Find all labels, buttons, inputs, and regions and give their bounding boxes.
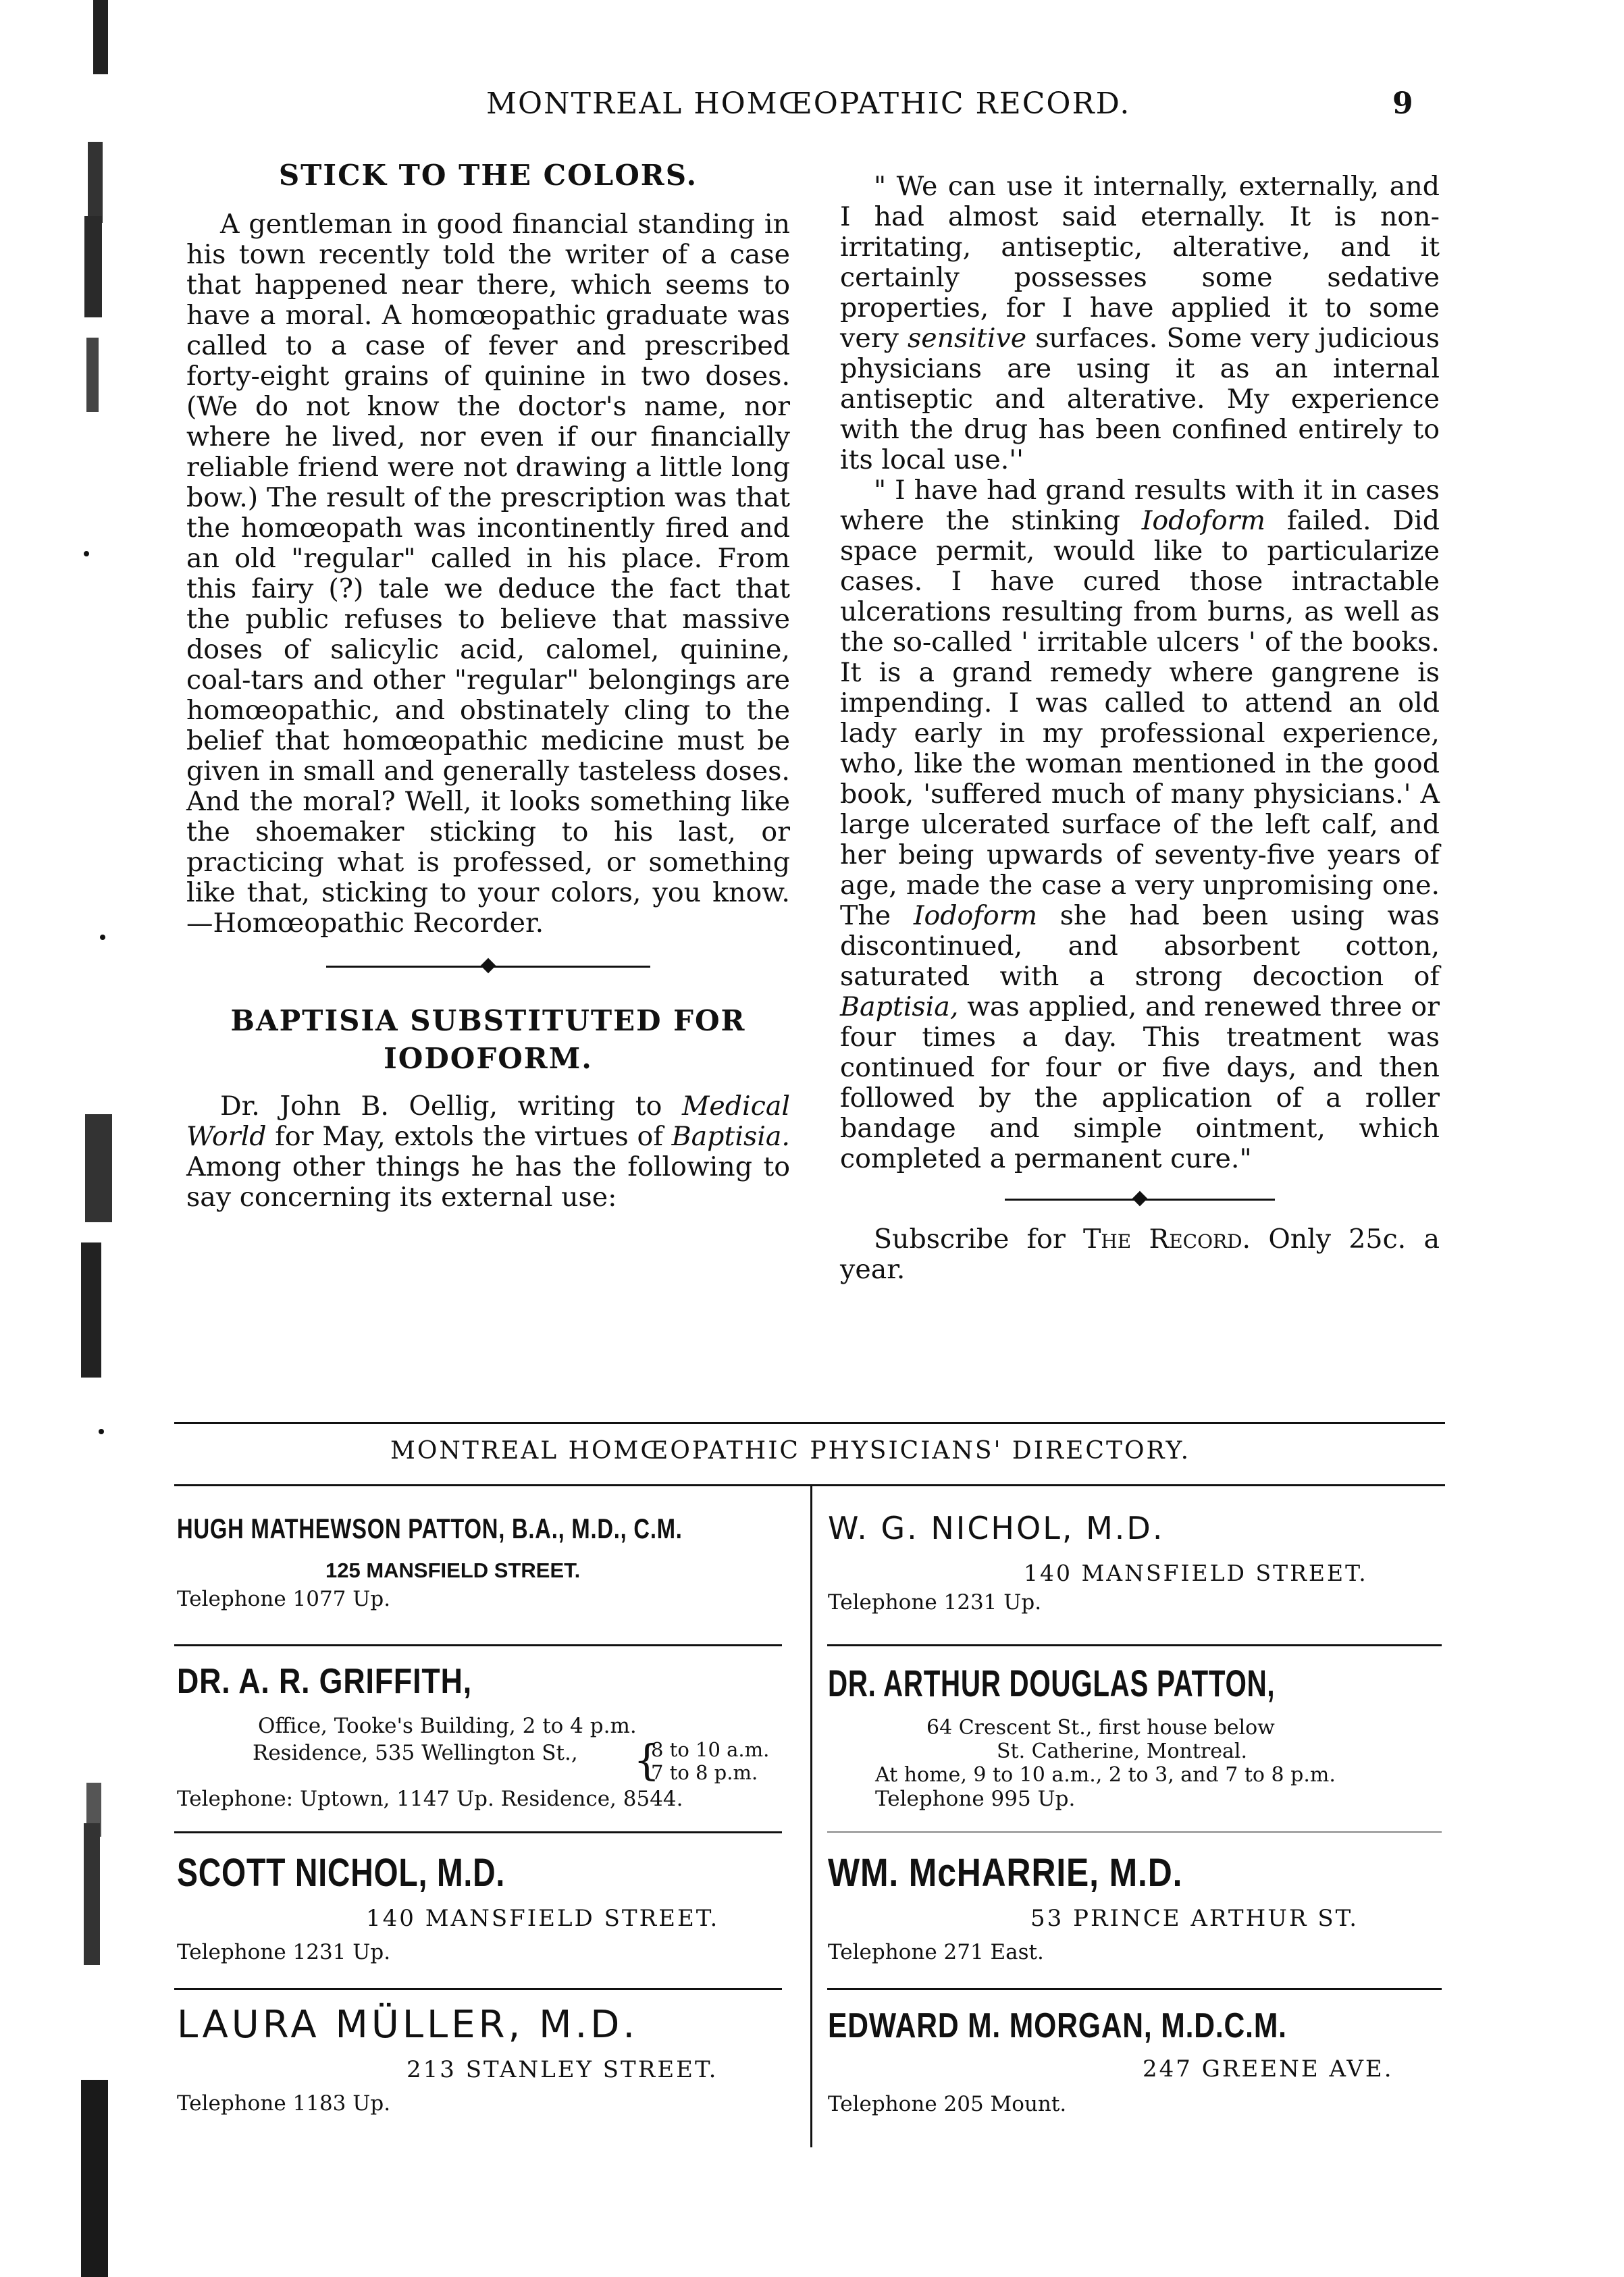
text-run: Subscribe for <box>874 1224 1084 1255</box>
physician-address: 213 STANLEY STREET. <box>407 2056 718 2083</box>
text-run: Only 25c. a year. <box>840 1224 1440 1285</box>
directory-card <box>828 1510 1429 1615</box>
directory-card <box>177 2003 778 2116</box>
directory-heading: MONTREAL HOMŒOPATHIC PHYSICIANS' DIRECTORY. <box>390 1437 1191 1465</box>
quote-paragraph-2 <box>840 475 1440 1174</box>
physician-telephone: Telephone 271 East. <box>828 1940 1044 1964</box>
directory-card <box>828 1850 1429 1964</box>
directory-card <box>177 1513 778 1611</box>
directory-card <box>828 2006 1429 2116</box>
physician-name: WM. McHARRIE, M.D. <box>828 1851 1183 1895</box>
running-header-title: MONTREAL HOMŒOPATHIC RECORD. <box>486 86 1131 121</box>
residence-hours-evening: 7 to 8 p.m. <box>651 1761 758 1784</box>
physician-name: LAURA MÜLLER, M.D. <box>177 2003 639 2047</box>
article-paragraph-intro <box>186 1091 790 1213</box>
subscribe-notice <box>840 1224 1440 1285</box>
physician-address: 140 MANSFIELD STREET. <box>1024 1560 1368 1586</box>
physician-residence: Residence, 535 Wellington St., <box>253 1741 578 1765</box>
journal-name: Medical World <box>186 1091 790 1152</box>
physician-name: EDWARD M. MORGAN, M.D.C.M. <box>828 2006 1287 2045</box>
drug-name: Baptisia, <box>840 991 959 1022</box>
card-divider <box>174 1831 782 1833</box>
directory-heading-rule <box>174 1484 1445 1486</box>
physician-telephone: Telephone 1231 Up. <box>177 1940 391 1964</box>
article-title-baptisia-line2: IODOFORM. <box>384 1042 593 1075</box>
section-separator <box>186 956 790 976</box>
card-divider <box>174 1988 782 1990</box>
physician-address-line1: 64 Crescent St., first house below <box>926 1716 1275 1739</box>
publication-name: Record. <box>1149 1224 1251 1255</box>
directory-column-divider <box>810 1486 812 2147</box>
physician-name: W. G. NICHOL, M.D. <box>828 1510 1165 1546</box>
binding-edge-artifacts <box>0 0 115 2277</box>
physician-telephone: Telephone: Uptown, 1147 Up. Residence, 8544. <box>177 1787 683 1811</box>
text-run: " We can use it internally, externally, and I had almost said eternally. It is non-irritating, antiseptic, alterative, and it certainly possesses some sedative properties, for I have applied it to some very <box>840 171 1440 354</box>
directory-card <box>177 1850 778 1964</box>
page-number: 9 <box>1392 86 1415 121</box>
physician-telephone: Telephone 1077 Up. <box>177 1587 391 1611</box>
text-run: failed. Did space permit, would like to particularize cases. I have cured those intractable ulcerations resulting from burns, as well as the so-called ' irritable ulcers ' of the books. It is a grand remedy where gangrene is impending. I was called to attend an old lady early in my professional experience, who, like the woman mentioned in the good book, 'suffered much of many physicians.' A large ulcerated surface of the left calf, and her being upwards of seventy-five years of age, made the case a very unpromising one. The <box>840 505 1440 931</box>
directory-card <box>177 1661 778 1811</box>
text-run: Among other things he has the following to say concerning its external use: <box>186 1151 790 1213</box>
physician-address: 140 MANSFIELD STREET. <box>366 1905 720 1932</box>
card-divider <box>827 1644 1442 1646</box>
physician-address: 125 MANSFIELD STREET. <box>325 1559 581 1582</box>
publication-name: The <box>1083 1224 1132 1255</box>
physician-telephone: Telephone 205 Mount. <box>828 2092 1067 2116</box>
text-run: was applied, and renewed three or four times a day. This treatment was continued for four or five days, and then followed by the application of a roller bandage and simple ointment, which completed a permanent cure." <box>840 991 1440 1174</box>
drug-name: Iodoform <box>1141 505 1265 536</box>
physician-name: SCOTT NICHOL, M.D. <box>177 1851 506 1895</box>
physician-address: 53 PRINCE ARTHUR ST. <box>1030 1905 1359 1932</box>
physician-address-line2: St. Catherine, Montreal. <box>997 1739 1248 1763</box>
article-title-baptisia-line1: BAPTISIA SUBSTITUTED FOR <box>230 1004 746 1037</box>
physician-telephone: Telephone 1231 Up. <box>828 1590 1042 1615</box>
physician-name: HUGH MATHEWSON PATTON, B.A., M.D., C.M. <box>177 1513 683 1544</box>
physician-address: 247 GREENE AVE. <box>1143 2056 1394 2083</box>
quote-paragraph-1 <box>840 172 1440 475</box>
card-divider <box>827 1831 1442 1833</box>
text-run: surfaces. Some very judicious physicians are using it as an internal antiseptic and alterative. My experience with the drug has been confined entirely to its local use.'' <box>840 323 1440 475</box>
left-column <box>186 157 790 1213</box>
physician-telephone: Telephone 1183 Up. <box>177 2091 391 2116</box>
directory-card <box>828 1661 1429 1811</box>
section-separator <box>840 1189 1440 1209</box>
drug-name: Baptisia. <box>671 1121 790 1152</box>
physician-telephone: Telephone 995 Up. <box>875 1787 1076 1811</box>
right-column <box>840 172 1440 1285</box>
residence-block <box>177 1735 778 1787</box>
brace: { <box>633 1735 660 1785</box>
text-run: for May, extols the virtues of <box>266 1121 672 1152</box>
text-run: Dr. John B. Oellig, writing to <box>220 1091 682 1122</box>
physician-name: DR. A. R. GRIFFITH, <box>177 1662 473 1701</box>
emphasis: sensitive <box>907 323 1027 354</box>
card-divider <box>174 1644 782 1646</box>
physician-hours: At home, 9 to 10 a.m., 2 to 3, and 7 to 8 p.m. <box>875 1763 1336 1787</box>
article-paragraph: A gentleman in good financial standing in his town recently told the writer of a case that happened near there, which seems to have a moral. A homœopathic graduate was called to a case of fever and prescribed forty-eight grains of quinine in two doses. (We do not know the doctor's name, nor where he lived, nor even if our financially reliable friend were not drawing a little long bow.) The result of the prescription was that the homœopath was incontinently fired and an old "regular" called in his place. From this fairy (?) tale we deduce the fact that the public refuses to believe that massive doses of salicylic acid, calomel, quinine, coal-tars and other "regular" belongings are homœopathic, and obstinately cling to the belief that homœopathic medicine must be given in small and generally tasteless doses. And the moral? Well, it looks something like the shoemaker sticking to his last, or practicing what is professed, or something like that, sticking to your colors, you know.—Homœopathic Recorder. <box>186 209 790 939</box>
physician-name: DR. ARTHUR DOUGLAS PATTON, <box>828 1662 1276 1704</box>
directory-top-rule <box>174 1422 1445 1424</box>
drug-name: Iodoform <box>913 900 1038 931</box>
card-divider <box>827 1988 1442 1990</box>
text-run: she had been using was discontinued, and absorbent cotton, saturated with a strong decoction of <box>840 900 1440 992</box>
residence-hours-morning: 8 to 10 a.m. <box>651 1738 770 1761</box>
physician-office: Office, Tooke's Building, 2 to 4 p.m. <box>258 1714 637 1738</box>
article-title-stick-to-the-colors: STICK TO THE COLORS. <box>278 159 698 192</box>
text-run: " I have had grand results with it in cases where the stinking <box>840 475 1440 536</box>
